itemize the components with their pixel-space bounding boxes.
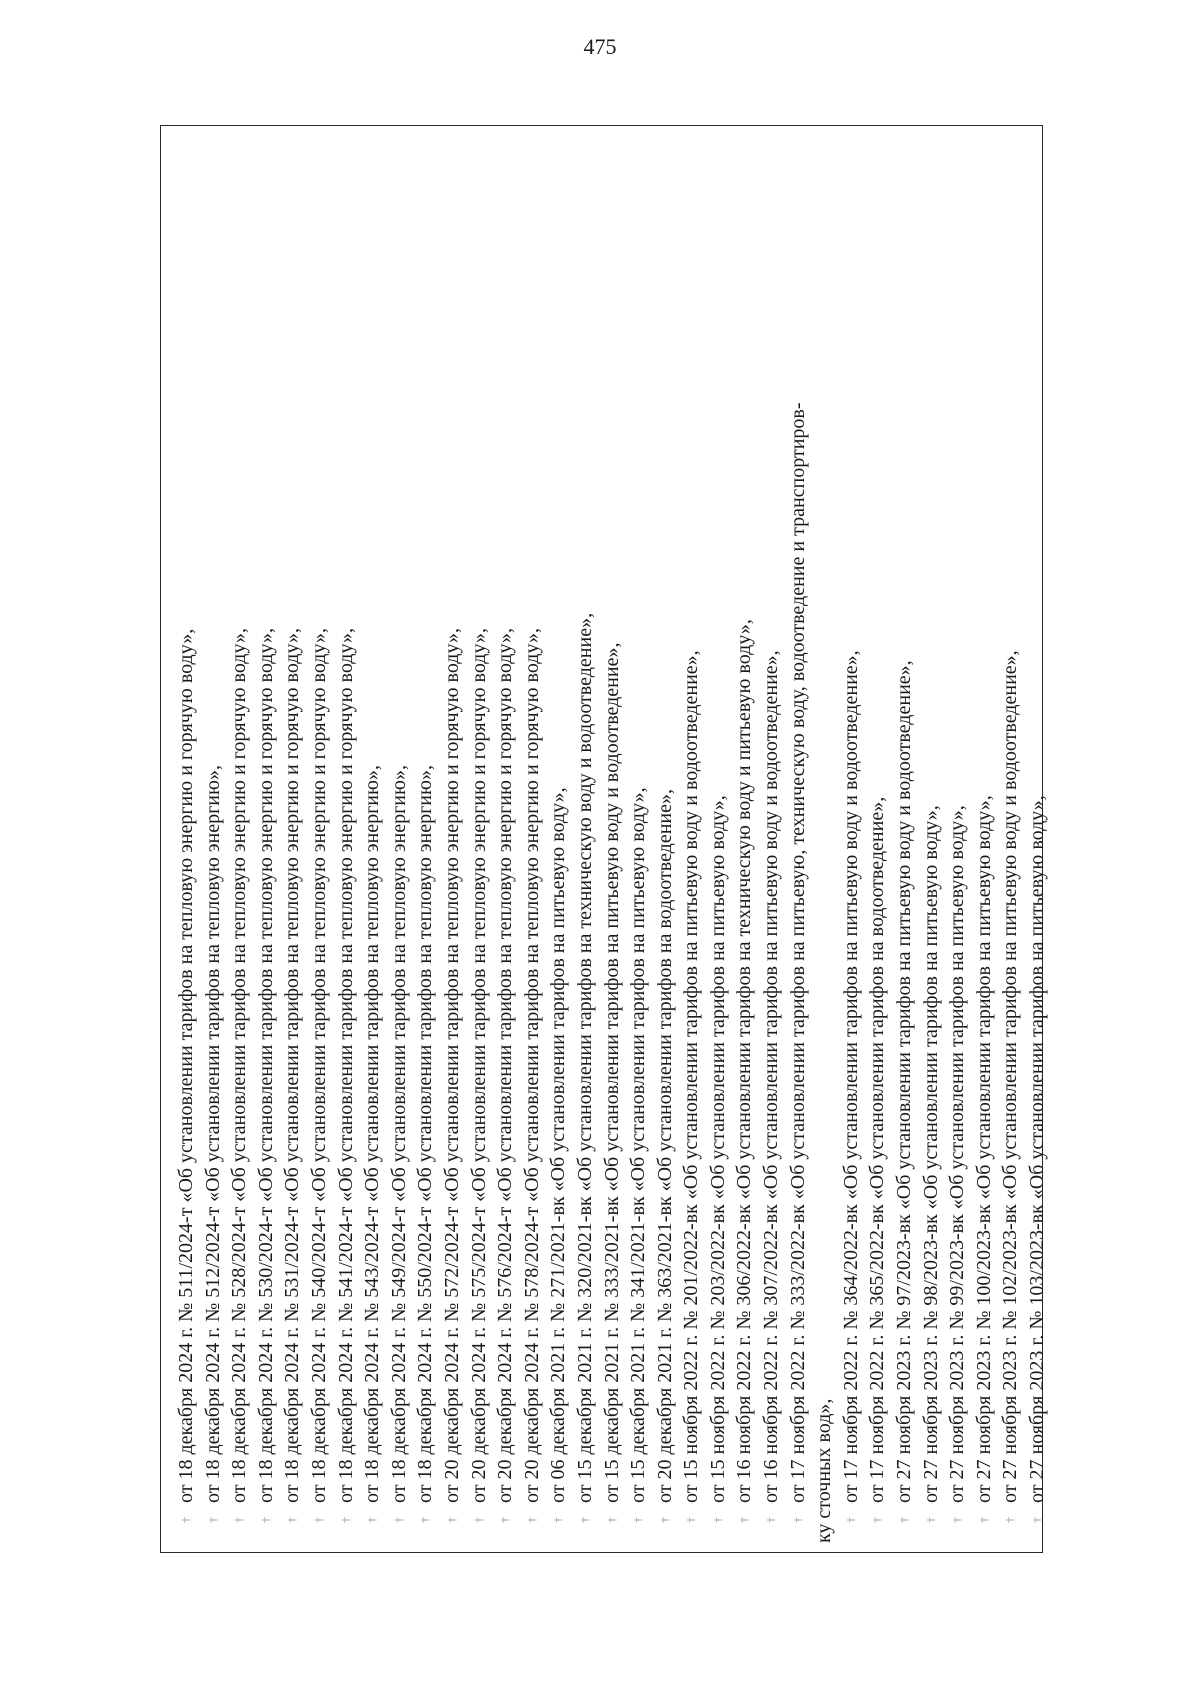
margin-mark-icon: † [764,1517,779,1523]
list-item-text: от 18 декабря 2024 г. № 528/2024-т «Об установлении тарифов на тепловую энергию и горячую воду», [228,628,251,1503]
list-item-text: от 18 декабря 2024 г. № 550/2024-т «Об установлении тарифов на тепловую энергию», [414,765,437,1503]
list-item-continuation [811,283,838,1543]
list-item-text: от 27 ноября 2023 г. № 103/2023-вк «Об установлении тарифов на питьевую воду», [1026,795,1048,1503]
list-item [386,283,413,1523]
list-item [572,283,599,1523]
margin-mark-icon: † [444,1517,459,1523]
margin-mark-icon: † [870,1517,885,1523]
list-item [306,283,333,1523]
margin-mark-icon: † [737,1517,752,1523]
list-item [997,283,1024,1523]
list-item-text: от 15 ноября 2022 г. № 203/2022-вк «Об установлении тарифов на питьевую воду», [706,795,729,1503]
list-item-text: от 17 ноября 2022 г. № 333/2022-вк «Об установлении тарифов на питьевую, техническую воду, водоотведение и транспортиров- [786,402,809,1503]
list-item [226,283,253,1523]
list-item [625,283,652,1523]
margin-mark-icon: † [631,1517,646,1523]
list-item-text: от 18 декабря 2024 г. № 540/2024-т «Об установлении тарифов на тепловую энергию и горячую воду», [307,628,330,1503]
list-item-text: от 18 декабря 2024 г. № 511/2024-т «Об установлении тарифов на тепловую энергию и горячую воду», [175,628,197,1503]
list-item-text: от 16 ноября 2022 г. № 306/2022-вк «Об установлении тарифов на техническую воду и питьевую воду», [733,619,756,1503]
margin-mark-icon: † [391,1517,406,1523]
list-item-text: ку сточных вод», [813,1398,836,1543]
margin-mark-icon: † [577,1517,592,1523]
list-item [466,283,493,1523]
list-item-text: от 20 декабря 2024 г. № 572/2024-т «Об установлении тарифов на тепловую энергию и горячую воду», [440,628,463,1503]
list-item [678,283,705,1523]
list-item-text: от 17 ноября 2022 г. № 364/2022-вк «Об установлении тарифов на питьевую воду и водоотведение», [839,650,862,1503]
list-item [864,283,891,1523]
rotated-text-block [163,138,1048,1543]
list-item [545,283,572,1523]
margin-mark-icon: † [1003,1517,1018,1523]
list-item [173,283,200,1523]
margin-mark-icon: † [179,1517,193,1523]
margin-mark-icon: † [524,1517,539,1523]
list-item-text: от 27 ноября 2023 г. № 102/2023-вк «Об установлении тарифов на питьевую воду и водоотведение», [999,650,1022,1503]
margin-mark-icon: † [551,1517,566,1523]
list-item [705,283,732,1523]
margin-mark-icon: † [923,1517,938,1523]
margin-mark-icon: † [684,1517,699,1523]
margin-mark-icon: † [604,1517,619,1523]
list-item [200,283,227,1523]
list-item-text: от 20 декабря 2024 г. № 576/2024-т «Об установлении тарифов на тепловую энергию и горячую воду», [494,628,517,1503]
list-item [412,283,439,1523]
list-item [253,283,280,1523]
margin-mark-icon: † [950,1517,965,1523]
list-item [333,283,360,1523]
list-item-text: от 15 декабря 2021 г. № 341/2021-вк «Об установлении тарифов на питьевую воду», [627,787,650,1503]
margin-mark-icon: † [338,1517,353,1523]
margin-mark-icon: † [205,1517,220,1523]
list-item [359,283,386,1523]
list-item-text: от 18 декабря 2024 г. № 543/2024-т «Об установлении тарифов на тепловую энергию», [361,765,384,1503]
list-item-text: от 06 декабря 2021 г. № 271/2021-вк «Об установлении тарифов на питьевую воду», [547,787,570,1503]
page-number: 475 [583,34,617,59]
list-item [891,283,918,1523]
list-item-text: от 18 декабря 2024 г. № 530/2024-т «Об установлении тарифов на тепловую энергию и горячую воду», [254,628,277,1503]
resolution-list [173,283,1051,1543]
margin-mark-icon: † [790,1517,805,1523]
margin-mark-icon: † [710,1517,725,1523]
list-item-text: от 15 ноября 2022 г. № 201/2022-вк «Об установлении тарифов на питьевую воду и водоотведение», [680,650,703,1503]
list-item-text: от 16 ноября 2022 г. № 307/2022-вк «Об установлении тарифов на питьевую воду и водоотведение», [760,650,783,1503]
list-item-text: от 15 декабря 2021 г. № 333/2021-вк «Об установлении тарифов на питьевую воду и водоотведение», [600,642,623,1503]
list-item-text: от 20 декабря 2021 г. № 363/2021-вк «Об установлении тарифов на водоотведение», [653,788,676,1503]
margin-mark-icon: † [1030,1517,1044,1523]
margin-mark-icon: † [258,1517,273,1523]
list-item-text: от 15 декабря 2021 г. № 320/2021-вк «Об установлении тарифов на техническую воду и водоотведение», [573,612,596,1503]
document-frame [160,125,1048,1553]
list-item [758,283,785,1523]
margin-mark-icon: † [365,1517,380,1523]
margin-mark-icon: † [498,1517,513,1523]
list-item [492,283,519,1523]
list-item [279,283,306,1523]
list-item [838,283,865,1523]
list-item-text: от 27 ноября 2023 г. № 97/2023-вк «Об установлении тарифов на питьевую воду и водоотведение», [893,660,916,1503]
list-item-text: от 18 декабря 2024 г. № 512/2024-т «Об установлении тарифов на тепловую энергию», [201,765,224,1503]
list-item-text: от 18 декабря 2024 г. № 531/2024-т «Об установлении тарифов на тепловую энергию и горячую воду», [281,628,304,1503]
list-item [971,283,998,1523]
margin-mark-icon: † [897,1517,912,1523]
list-item-text: от 27 ноября 2023 г. № 99/2023-вк «Об установлении тарифов на питьевую воду», [946,805,969,1503]
margin-mark-icon: † [657,1517,672,1523]
list-item [439,283,466,1523]
list-item-text: от 27 ноября 2023 г. № 98/2023-вк «Об установлении тарифов на питьевую воду», [919,805,942,1503]
list-item-text: от 18 декабря 2024 г. № 549/2024-т «Об установлении тарифов на тепловую энергию», [387,765,410,1503]
margin-mark-icon: † [471,1517,486,1523]
list-item-text: от 17 ноября 2022 г. № 365/2022-вк «Об установлении тарифов на водоотведение», [866,796,889,1503]
list-item-text: от 27 ноября 2023 г. № 100/2023-вк «Об установлении тарифов на питьевую воду», [972,795,995,1503]
list-item [1024,283,1051,1523]
margin-mark-icon: † [418,1517,433,1523]
list-item-text: от 20 декабря 2024 г. № 575/2024-т «Об установлении тарифов на тепловую энергию и горячую воду», [467,628,490,1503]
margin-mark-icon: † [311,1517,326,1523]
list-item-text: от 20 декабря 2024 г. № 578/2024-т «Об установлении тарифов на тепловую энергию и горячую воду», [520,628,543,1503]
list-item [785,283,812,1523]
list-item [519,283,546,1523]
margin-mark-icon: † [232,1517,247,1523]
margin-mark-icon: † [843,1517,858,1523]
list-item [599,283,626,1523]
list-item [944,283,971,1523]
list-item-text: от 18 декабря 2024 г. № 541/2024-т «Об установлении тарифов на тепловую энергию и горячую воду», [334,628,357,1503]
list-item [918,283,945,1523]
list-item [731,283,758,1523]
list-item [652,283,679,1523]
margin-mark-icon: † [976,1517,991,1523]
margin-mark-icon: † [285,1517,300,1523]
